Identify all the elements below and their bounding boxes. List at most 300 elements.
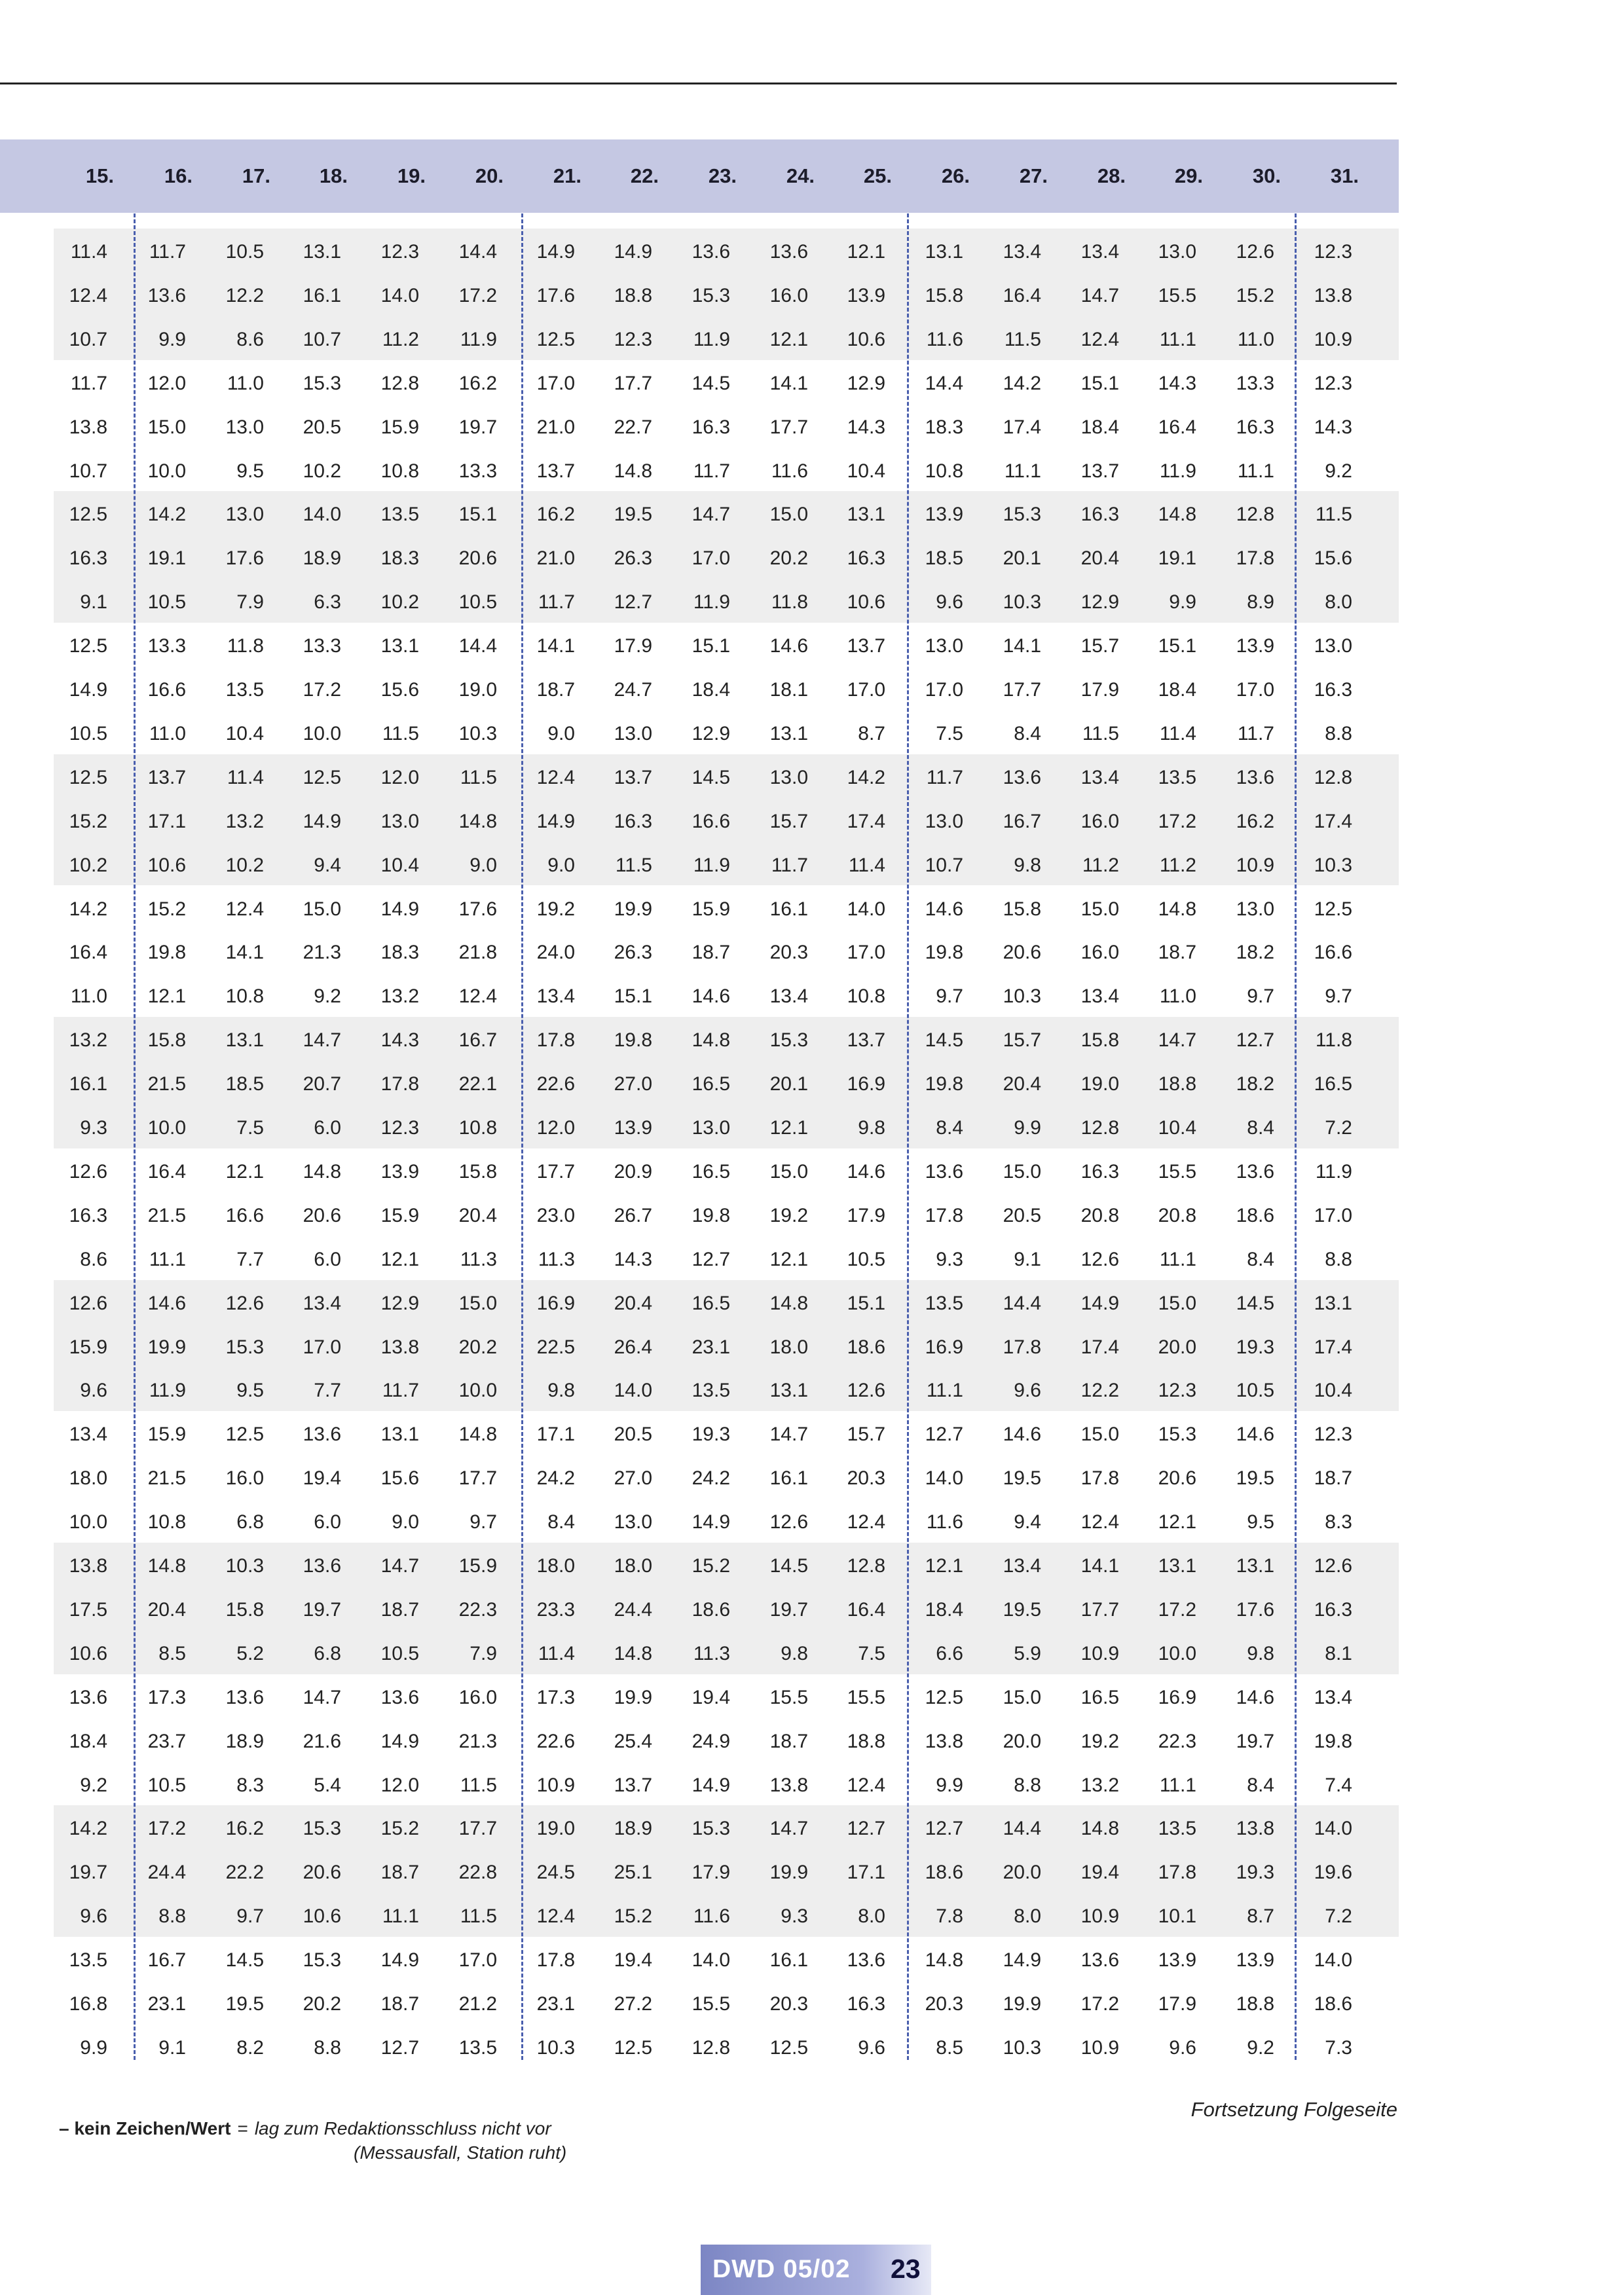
- table-cell: 10.6: [69, 1642, 107, 1664]
- table-row: [0, 1500, 1399, 1544]
- table-cell: 15.5: [692, 1993, 730, 2015]
- table-cell: 11.0: [1237, 328, 1274, 350]
- table-cell: 17.4: [1314, 810, 1352, 832]
- table-cell: 15.3: [692, 1818, 730, 1840]
- table-cell: 15.1: [1158, 635, 1196, 657]
- table-cell: 11.7: [1237, 722, 1274, 744]
- table-cell: 15.5: [769, 1686, 808, 1708]
- table-cell: 14.8: [692, 1029, 730, 1052]
- day-header-cell: 19.: [397, 164, 426, 187]
- table-cell: 16.3: [847, 1993, 885, 2015]
- table-cell: 15.3: [303, 372, 341, 394]
- table-cell: 17.7: [458, 1818, 497, 1840]
- table-cell: 15.3: [769, 1029, 808, 1052]
- table-cell: 17.2: [458, 284, 497, 306]
- table-cell: 19.5: [614, 504, 652, 526]
- table-cell: 12.4: [847, 1511, 885, 1533]
- table-cell: 19.4: [692, 1686, 730, 1708]
- table-row: [0, 1763, 1399, 1807]
- table-cell: 21.5: [147, 1073, 186, 1095]
- table-row: [0, 1456, 1399, 1500]
- table-cell: 11.9: [149, 1380, 186, 1402]
- table-cell: 15.1: [614, 985, 652, 1008]
- table-cell: 16.4: [1158, 416, 1196, 438]
- table-cell: 16.3: [1080, 1160, 1119, 1183]
- table-cell: 13.9: [1158, 1949, 1196, 1972]
- table-cell: 14.8: [458, 810, 497, 832]
- table-cell: 23.1: [692, 1336, 730, 1358]
- table-cell: 20.6: [1158, 1467, 1196, 1490]
- table-cell: 9.7: [236, 1905, 264, 1928]
- table-cell: 14.3: [614, 1248, 652, 1270]
- table-cell: 8.4: [1014, 722, 1041, 744]
- table-cell: 10.3: [1003, 2036, 1041, 2059]
- table-cell: 20.3: [847, 1467, 885, 1490]
- table-cell: 15.7: [769, 810, 808, 832]
- table-cell: 24.0: [536, 942, 575, 964]
- table-cell: 20.0: [1003, 1730, 1041, 1752]
- table-cell: 13.4: [1080, 241, 1119, 263]
- table-cell: 24.5: [536, 1862, 575, 1884]
- table-cell: 11.5: [615, 854, 652, 876]
- table-cell: 19.8: [147, 942, 186, 964]
- table-cell: 12.1: [380, 1248, 419, 1270]
- table-cell: 13.1: [380, 635, 419, 657]
- table-cell: 5.9: [1014, 1642, 1041, 1664]
- table-cell: 18.0: [614, 1555, 652, 1577]
- table-cell: 14.0: [380, 284, 419, 306]
- table-cell: 17.7: [614, 372, 652, 394]
- table-cell: 13.6: [769, 241, 808, 263]
- table-cell: 19.2: [1080, 1730, 1119, 1752]
- table-cell: 16.2: [536, 504, 575, 526]
- table-cell: 11.0: [70, 985, 107, 1008]
- table-cell: 13.1: [847, 504, 885, 526]
- table-cell: 10.2: [69, 854, 107, 876]
- table-cell: 16.1: [69, 1073, 107, 1095]
- table-cell: 18.7: [1314, 1467, 1352, 1490]
- table-cell: 12.6: [225, 1292, 264, 1314]
- table-cell: 18.3: [925, 416, 963, 438]
- table-cell: 27.2: [614, 1993, 652, 2015]
- table-cell: 14.1: [769, 372, 808, 394]
- table-cell: 12.4: [458, 985, 497, 1008]
- table-cell: 17.9: [1158, 1993, 1196, 2015]
- table-cell: 11.1: [926, 1380, 963, 1402]
- table-cell: 14.1: [1003, 635, 1041, 657]
- table-cell: 11.9: [1315, 1160, 1352, 1183]
- page-number: 23: [891, 2254, 921, 2284]
- table-cell: 8.4: [1247, 1248, 1274, 1270]
- table-cell: 11.7: [926, 766, 963, 788]
- table-row: [0, 2026, 1399, 2070]
- table-cell: 13.0: [769, 766, 808, 788]
- table-cell: 12.5: [536, 328, 575, 350]
- table-cell: 11.3: [538, 1248, 575, 1270]
- table-cell: 13.9: [380, 1160, 419, 1183]
- table-row: [0, 230, 1399, 274]
- table-row: [0, 1894, 1399, 1938]
- table-cell: 8.4: [1247, 1774, 1274, 1796]
- table-cell: 10.5: [847, 1248, 885, 1270]
- table-cell: 19.7: [458, 416, 497, 438]
- table-cell: 17.8: [925, 1204, 963, 1226]
- table-cell: 14.2: [69, 898, 107, 920]
- table-row: [0, 274, 1399, 318]
- table-cell: 13.0: [925, 635, 963, 657]
- table-cell: 27.0: [614, 1073, 652, 1095]
- table-cell: 15.0: [303, 898, 341, 920]
- top-rule: [0, 83, 1397, 84]
- table-cell: 22.8: [458, 1862, 497, 1884]
- table-cell: 14.8: [1158, 504, 1196, 526]
- table-cell: 11.9: [693, 854, 730, 876]
- table-cell: 12.8: [1080, 1117, 1119, 1139]
- table-cell: 20.8: [1158, 1204, 1196, 1226]
- table-cell: 22.2: [225, 1862, 264, 1884]
- table-row: [0, 449, 1399, 493]
- table-cell: 16.6: [1314, 942, 1352, 964]
- table-cell: 16.9: [925, 1336, 963, 1358]
- table-cell: 12.7: [692, 1248, 730, 1270]
- day-header-cell: 31.: [1330, 164, 1359, 187]
- table-cell: 11.4: [227, 766, 264, 788]
- table-cell: 13.5: [1158, 766, 1196, 788]
- table-cell: 14.9: [303, 810, 341, 832]
- table-cell: 13.6: [380, 1686, 419, 1708]
- table-cell: 10.4: [380, 854, 419, 876]
- table-cell: 17.9: [847, 1204, 885, 1226]
- table-cell: 19.1: [1158, 547, 1196, 570]
- table-row: [0, 1368, 1399, 1412]
- table-cell: 14.4: [925, 372, 963, 394]
- table-row: [0, 930, 1399, 974]
- table-cell: 13.1: [1158, 1555, 1196, 1577]
- table-row: [0, 1588, 1399, 1632]
- table-cell: 14.8: [925, 1949, 963, 1972]
- table-cell: 15.3: [303, 1818, 341, 1840]
- table-cell: 17.0: [1314, 1204, 1352, 1226]
- table-cell: 12.2: [225, 284, 264, 306]
- table-cell: 7.2: [1325, 1905, 1352, 1928]
- table-cell: 13.2: [69, 1029, 107, 1052]
- table-cell: 8.4: [547, 1511, 575, 1533]
- table-cell: 14.1: [225, 942, 264, 964]
- table-row: [0, 1632, 1399, 1676]
- table-cell: 13.4: [1003, 241, 1041, 263]
- table-cell: 17.2: [1080, 1993, 1119, 2015]
- table-cell: 13.9: [847, 284, 885, 306]
- table-cell: 13.7: [536, 460, 575, 482]
- table-cell: 20.9: [614, 1160, 652, 1183]
- table-cell: 11.8: [227, 635, 264, 657]
- table-cell: 18.7: [692, 942, 730, 964]
- table-cell: 20.3: [769, 942, 808, 964]
- table-cell: 14.5: [692, 372, 730, 394]
- table-cell: 9.4: [1014, 1511, 1041, 1533]
- table-cell: 11.6: [771, 460, 808, 482]
- table-cell: 10.9: [536, 1774, 575, 1796]
- table-cell: 21.5: [147, 1204, 186, 1226]
- table-cell: 8.0: [1325, 591, 1352, 614]
- table-cell: 13.7: [847, 635, 885, 657]
- table-cell: 9.4: [314, 854, 341, 876]
- table-cell: 16.7: [147, 1949, 186, 1972]
- table-cell: 12.4: [536, 766, 575, 788]
- table-cell: 15.3: [692, 284, 730, 306]
- table-cell: 14.6: [1236, 1423, 1274, 1446]
- table-cell: 9.0: [547, 854, 575, 876]
- table-cell: 10.9: [1080, 1905, 1119, 1928]
- table-cell: 14.8: [458, 1423, 497, 1446]
- table-cell: 17.7: [536, 1160, 575, 1183]
- table-cell: 13.9: [1236, 1949, 1274, 1972]
- table-cell: 16.2: [1236, 810, 1274, 832]
- table-cell: 14.1: [536, 635, 575, 657]
- table-cell: 7.5: [858, 1642, 885, 1664]
- table-cell: 15.5: [847, 1686, 885, 1708]
- table-cell: 9.9: [158, 328, 186, 350]
- day-header-cell: 29.: [1174, 164, 1203, 187]
- table-cell: 10.0: [458, 1380, 497, 1402]
- table-cell: 17.0: [536, 372, 575, 394]
- table-cell: 11.9: [693, 328, 730, 350]
- table-cell: 14.9: [1080, 1292, 1119, 1314]
- table-cell: 10.4: [1314, 1380, 1352, 1402]
- table-cell: 13.3: [1236, 372, 1274, 394]
- table-cell: 13.5: [925, 1292, 963, 1314]
- table-cell: 21.8: [458, 942, 497, 964]
- table-cell: 11.2: [382, 328, 419, 350]
- table-cell: 14.0: [925, 1467, 963, 1490]
- table-cell: 12.6: [69, 1160, 107, 1183]
- table-cell: 25.1: [614, 1862, 652, 1884]
- table-cell: 14.9: [536, 241, 575, 263]
- table-cell: 20.2: [458, 1336, 497, 1358]
- table-cell: 13.1: [769, 1380, 808, 1402]
- table-cell: 26.3: [614, 547, 652, 570]
- table-cell: 12.1: [769, 328, 808, 350]
- table-cell: 11.1: [1159, 1248, 1196, 1270]
- table-cell: 14.9: [380, 1949, 419, 1972]
- day-header-cell: 25.: [863, 164, 892, 187]
- table-cell: 12.4: [1080, 1511, 1119, 1533]
- table-cell: 14.9: [692, 1774, 730, 1796]
- table-cell: 15.1: [847, 1292, 885, 1314]
- table-cell: 13.7: [614, 766, 652, 788]
- table-row: [0, 492, 1399, 536]
- table-cell: 15.5: [1158, 1160, 1196, 1183]
- table-cell: 15.3: [303, 1949, 341, 1972]
- table-cell: 11.7: [149, 241, 186, 263]
- table-row: [0, 974, 1399, 1018]
- table-cell: 15.1: [1080, 372, 1119, 394]
- table-cell: 19.3: [692, 1423, 730, 1446]
- table-cell: 12.4: [847, 1774, 885, 1796]
- table-cell: 16.7: [1003, 810, 1041, 832]
- day-header-cell: 22.: [630, 164, 659, 187]
- table-cell: 18.0: [69, 1467, 107, 1490]
- table-cell: 17.2: [147, 1818, 186, 1840]
- table-cell: 17.4: [847, 810, 885, 832]
- table-cell: 16.5: [692, 1292, 730, 1314]
- table-cell: 11.1: [1237, 460, 1274, 482]
- table-cell: 19.9: [769, 1862, 808, 1884]
- table-cell: 17.0: [925, 679, 963, 701]
- table-cell: 14.8: [614, 1642, 652, 1664]
- table-cell: 15.0: [1080, 898, 1119, 920]
- publication-label: DWD 05/02: [712, 2255, 851, 2283]
- table-cell: 13.1: [1236, 1555, 1274, 1577]
- table-cell: 17.0: [458, 1949, 497, 1972]
- table-row: [0, 1238, 1399, 1281]
- table-cell: 10.5: [380, 1642, 419, 1664]
- table-cell: 10.9: [1080, 1642, 1119, 1664]
- table-cell: 9.8: [1014, 854, 1041, 876]
- table-cell: 12.0: [380, 766, 419, 788]
- table-cell: 9.5: [1247, 1511, 1274, 1533]
- table-cell: 14.4: [458, 241, 497, 263]
- table-cell: 19.3: [1236, 1336, 1274, 1358]
- table-cell: 12.7: [380, 2036, 419, 2059]
- table-row: [0, 1544, 1399, 1588]
- table-cell: 18.2: [1236, 942, 1274, 964]
- table-cell: 19.4: [1080, 1862, 1119, 1884]
- table-cell: 17.9: [1080, 679, 1119, 701]
- table-cell: 10.6: [303, 1905, 341, 1928]
- table-cell: 14.9: [69, 679, 107, 701]
- table-cell: 19.7: [1236, 1730, 1274, 1752]
- table-cell: 11.0: [1159, 985, 1196, 1008]
- table-cell: 10.3: [1003, 591, 1041, 614]
- table-cell: 10.5: [458, 591, 497, 614]
- table-cell: 14.3: [1314, 416, 1352, 438]
- table-cell: 24.4: [147, 1862, 186, 1884]
- table-cell: 11.5: [460, 1905, 497, 1928]
- table-cell: 10.0: [69, 1511, 107, 1533]
- table-cell: 18.7: [769, 1730, 808, 1752]
- table-cell: 15.9: [458, 1555, 497, 1577]
- table-cell: 12.1: [225, 1160, 264, 1183]
- table-cell: 7.9: [236, 591, 264, 614]
- table-cell: 14.8: [303, 1160, 341, 1183]
- table-cell: 8.4: [1247, 1117, 1274, 1139]
- table-cell: 10.4: [1158, 1117, 1196, 1139]
- table-cell: 20.2: [769, 547, 808, 570]
- table-cell: 14.7: [692, 504, 730, 526]
- table-cell: 13.6: [1236, 1160, 1274, 1183]
- table-cell: 15.6: [380, 679, 419, 701]
- table-cell: 19.5: [1003, 1598, 1041, 1621]
- table-cell: 17.7: [769, 416, 808, 438]
- table-cell: 21.5: [147, 1467, 186, 1490]
- table-cell: 8.1: [1325, 1642, 1352, 1664]
- table-cell: 23.1: [536, 1993, 575, 2015]
- table-cell: 18.4: [692, 679, 730, 701]
- table-cell: 13.3: [458, 460, 497, 482]
- table-cell: 19.9: [147, 1336, 186, 1358]
- table-cell: 11.7: [693, 460, 730, 482]
- table-cell: 16.9: [847, 1073, 885, 1095]
- table-row: [0, 1150, 1399, 1194]
- table-cell: 16.0: [1080, 942, 1119, 964]
- table-cell: 11.4: [70, 241, 107, 263]
- table-cell: 17.8: [1236, 547, 1274, 570]
- table-cell: 16.0: [1080, 810, 1119, 832]
- table-cell: 12.8: [1236, 504, 1274, 526]
- table-cell: 14.7: [769, 1818, 808, 1840]
- table-cell: 19.9: [614, 898, 652, 920]
- table-cell: 13.5: [380, 504, 419, 526]
- table-cell: 13.6: [147, 284, 186, 306]
- table-cell: 14.8: [614, 460, 652, 482]
- table-cell: 11.5: [382, 722, 419, 744]
- table-cell: 13.8: [380, 1336, 419, 1358]
- table-cell: 12.9: [692, 722, 730, 744]
- table-cell: 9.2: [80, 1774, 107, 1796]
- table-cell: 16.3: [692, 416, 730, 438]
- table-row: [0, 1412, 1399, 1456]
- table-row: [0, 1281, 1399, 1325]
- table-cell: 18.4: [69, 1730, 107, 1752]
- table-cell: 20.5: [1003, 1204, 1041, 1226]
- table-cell: 19.4: [614, 1949, 652, 1972]
- table-cell: 16.1: [303, 284, 341, 306]
- table-cell: 9.2: [1247, 2036, 1274, 2059]
- table-cell: 11.2: [1082, 854, 1119, 876]
- table-cell: 20.5: [614, 1423, 652, 1446]
- table-cell: 11.9: [460, 328, 497, 350]
- table-cell: 23.7: [147, 1730, 186, 1752]
- legend-term: – kein Zeichen/Wert: [59, 2118, 231, 2139]
- table-cell: 12.7: [847, 1818, 885, 1840]
- table-row: [0, 1938, 1399, 1982]
- table-cell: 12.4: [225, 898, 264, 920]
- table-cell: 16.2: [458, 372, 497, 394]
- table-cell: 19.9: [614, 1686, 652, 1708]
- table-cell: 8.9: [1247, 591, 1274, 614]
- table-cell: 15.2: [147, 898, 186, 920]
- table-cell: 14.2: [847, 766, 885, 788]
- table-cell: 13.6: [847, 1949, 885, 1972]
- legend-equals: =: [237, 2118, 248, 2139]
- table-cell: 20.6: [303, 1204, 341, 1226]
- day-header-cell: 15.: [85, 164, 114, 187]
- table-cell: 9.6: [936, 591, 963, 614]
- table-cell: 9.3: [936, 1248, 963, 1270]
- table-cell: 15.2: [614, 1905, 652, 1928]
- table-row: [0, 624, 1399, 668]
- day-header-cell: 30.: [1252, 164, 1281, 187]
- table-cell: 14.0: [1314, 1949, 1352, 1972]
- table-cell: 8.7: [858, 722, 885, 744]
- table-cell: 6.8: [314, 1642, 341, 1664]
- table-cell: 24.4: [614, 1598, 652, 1621]
- table-cell: 15.3: [1003, 504, 1041, 526]
- table-cell: 15.9: [380, 416, 419, 438]
- table-cell: 10.4: [847, 460, 885, 482]
- table-cell: 13.4: [69, 1423, 107, 1446]
- table-cell: 18.8: [1158, 1073, 1196, 1095]
- table-cell: 12.3: [1158, 1380, 1196, 1402]
- table-cell: 10.1: [1158, 1905, 1196, 1928]
- table-cell: 17.2: [1158, 810, 1196, 832]
- table-cell: 7.9: [470, 1642, 497, 1664]
- table-cell: 18.5: [925, 547, 963, 570]
- table-cell: 10.0: [147, 1117, 186, 1139]
- table-cell: 12.5: [303, 766, 341, 788]
- table-cell: 13.6: [925, 1160, 963, 1183]
